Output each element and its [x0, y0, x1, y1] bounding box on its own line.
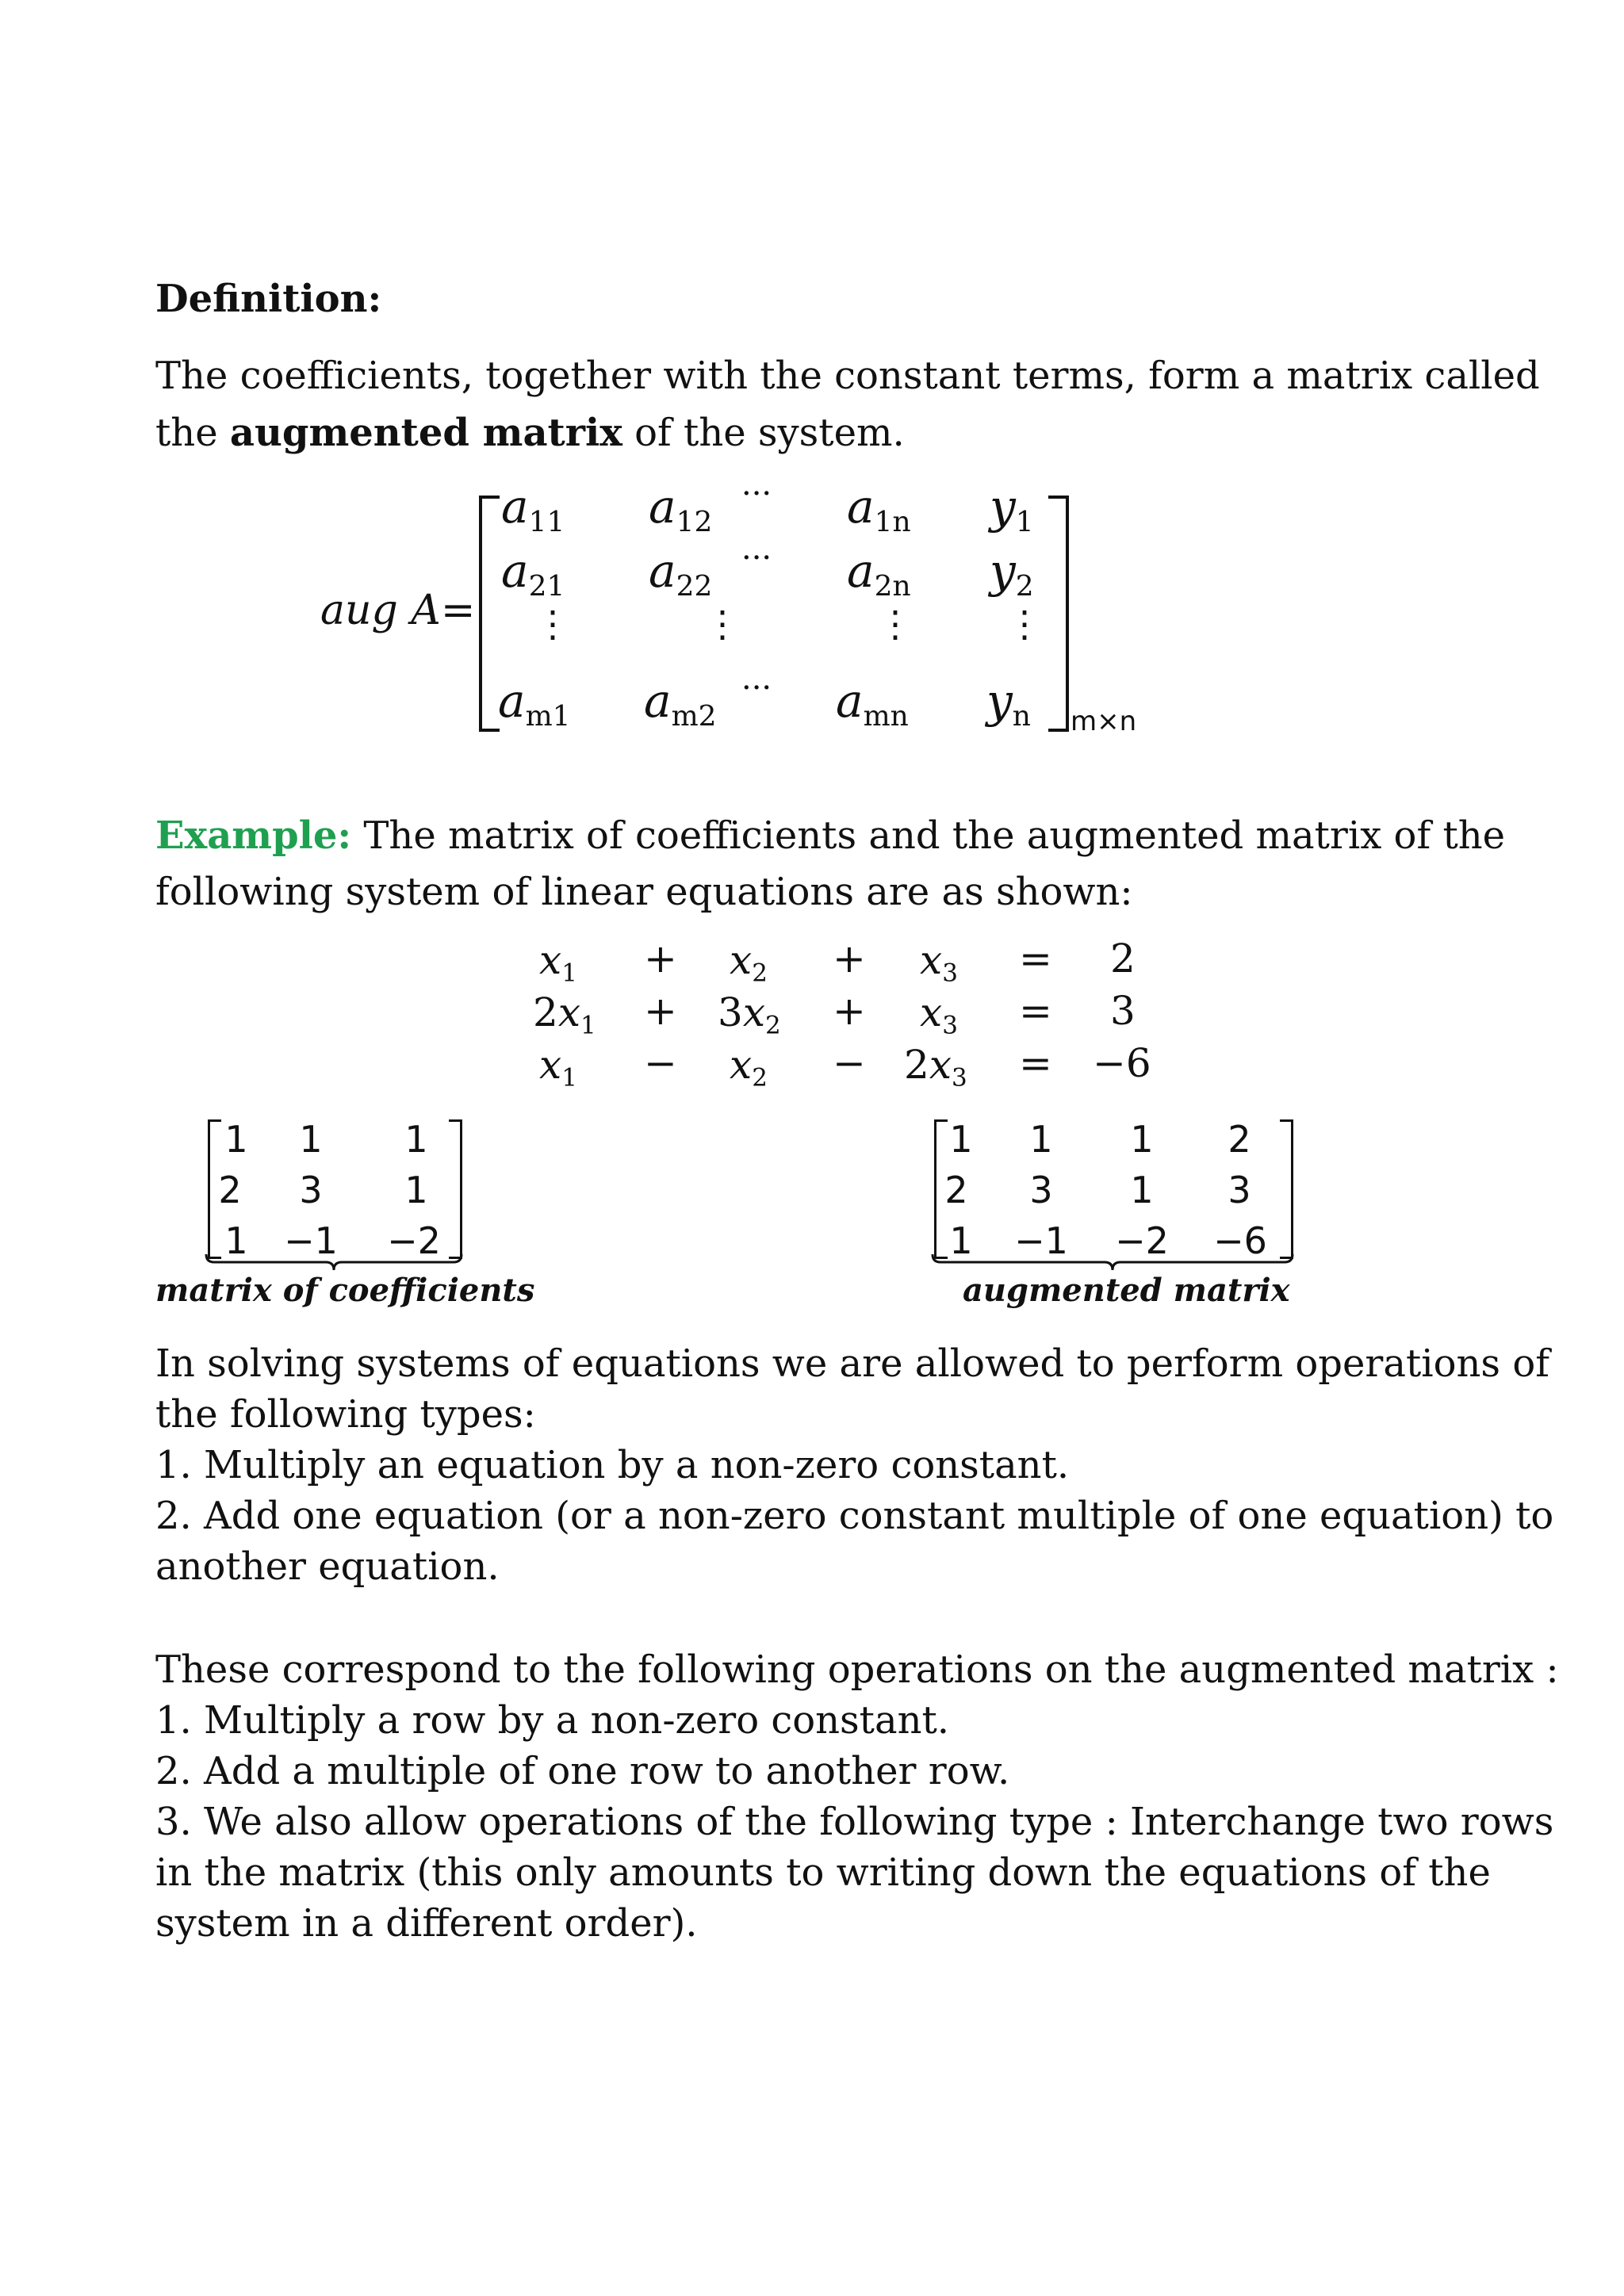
correspond-item-3b: in the matrix (this only amounts to writing down the equations of the — [155, 1850, 1491, 1895]
operations-item-2b: another equation. — [155, 1544, 500, 1589]
vdots-3: ⋮ — [877, 603, 914, 645]
aug-underbrace — [931, 1253, 1294, 1273]
aug-r2c1: 2 — [944, 1169, 968, 1211]
correspond-item-3a: 3. We also allow operations of the following type : Interchange two rows — [155, 1800, 1554, 1844]
aug-r1c1: 1 — [949, 1118, 973, 1161]
vdots-2: ⋮ — [704, 603, 741, 645]
eq1-rhs: 2 — [1110, 936, 1136, 982]
definition-line-1: The coefficients, together with the constant terms, form a matrix called — [155, 354, 1540, 398]
correspond-item-2: 2. Add a multiple of one row to another row. — [155, 1749, 1010, 1793]
entry-y2: $y_2$ — [990, 544, 1034, 603]
entry-a22: $a_{22}$ — [649, 544, 713, 603]
entry-am1: $a_{m1}$ — [498, 674, 571, 733]
aug-r1c2: 1 — [1029, 1118, 1053, 1161]
correspond-intro: These correspond to the following operations on the augmented matrix : — [155, 1647, 1559, 1692]
aug-r2c2: 3 — [1029, 1169, 1053, 1211]
vdots-4: ⋮ — [1006, 603, 1043, 645]
operations-item-2a: 2. Add one equation (or a non-zero constant multiple of one equation) to — [155, 1494, 1554, 1538]
aug-r1c3: 1 — [1130, 1118, 1154, 1161]
coef-r2c2: 3 — [299, 1169, 323, 1211]
example-line-1: Example: The matrix of coefficients and the augmented matrix of the — [155, 813, 1506, 858]
eq3-op1: − — [644, 1040, 677, 1086]
aug-r1c4: 2 — [1228, 1118, 1251, 1161]
eq1-op1: + — [644, 936, 677, 982]
eq2-op2: + — [833, 988, 866, 1034]
coef-r3c2: −1 — [284, 1219, 338, 1262]
coef-underbrace — [205, 1253, 463, 1273]
eq3-term3: $2x_3$ — [904, 1042, 967, 1093]
entry-amn: $a_{mn}$ — [836, 674, 909, 733]
matrix-left-bracket — [479, 496, 500, 732]
eq2-op1: + — [644, 988, 677, 1034]
definition-heading: Definition: — [155, 277, 382, 321]
coef-r2c1: 2 — [218, 1169, 242, 1211]
hdots-2: ··· — [741, 540, 772, 576]
eq2-equals: = — [1019, 988, 1052, 1034]
aug-r3c1: 1 — [949, 1219, 973, 1262]
example-line-2: following system of linear equations are as shown: — [155, 870, 1133, 914]
eq3-op2: − — [833, 1040, 866, 1086]
eq3-equals: = — [1019, 1040, 1052, 1086]
aug-caption: augmented matrix — [963, 1272, 1290, 1309]
definition-line-2: the augmented matrix of the system. — [155, 411, 905, 455]
entry-a2n: $a_{2n}$ — [847, 544, 911, 603]
eq1-term2: $x_2$ — [730, 937, 768, 988]
entry-am2: $a_{m2}$ — [644, 674, 717, 733]
eq2-term2: $3x_2$ — [718, 989, 781, 1040]
eq1-term1: $x_1$ — [539, 937, 577, 988]
eq2-term1: $2x_1$ — [533, 989, 596, 1040]
hdots-1: ··· — [741, 476, 772, 512]
eq3-rhs: −6 — [1093, 1040, 1151, 1086]
coef-r1c1: 1 — [224, 1118, 248, 1161]
eq1-equals: = — [1019, 936, 1052, 982]
aug-r3c2: −1 — [1014, 1219, 1068, 1262]
eq2-rhs: 3 — [1110, 988, 1136, 1034]
eq3-term1: $x_1$ — [539, 1042, 577, 1093]
coef-r2c3: 1 — [404, 1169, 428, 1211]
matrix-right-bracket — [1048, 496, 1069, 732]
vdots-1: ⋮ — [534, 603, 571, 645]
coef-caption: matrix of coefficients — [155, 1272, 535, 1309]
entry-yn: $y_n$ — [986, 674, 1031, 733]
eq1-term3: $x_3$ — [920, 937, 958, 988]
example-label: Example: — [155, 813, 352, 858]
eq1-op2: + — [833, 936, 866, 982]
augmented-matrix-term: augmented matrix — [229, 411, 622, 455]
eq2-term3: $x_3$ — [920, 989, 958, 1040]
aug-r2c3: 1 — [1130, 1169, 1154, 1211]
aug-r3c3: −2 — [1115, 1219, 1169, 1262]
coef-r3c1: 1 — [224, 1219, 248, 1262]
hdots-3: ··· — [741, 670, 772, 706]
aug-a-label: aug A= — [320, 587, 476, 634]
operations-item-1: 1. Multiply an equation by a non-zero constant. — [155, 1443, 1070, 1487]
coef-right-bracket — [449, 1119, 462, 1259]
correspond-item-3c: system in a different order). — [155, 1901, 698, 1946]
coef-r3c3: −2 — [387, 1219, 441, 1262]
operations-intro-1: In solving systems of equations we are allowed to perform operations of — [155, 1341, 1549, 1386]
eq3-term2: $x_2$ — [730, 1042, 768, 1093]
entry-y1: $y_1$ — [990, 480, 1034, 538]
matrix-size-label: m×n — [1071, 706, 1137, 737]
aug-r2c4: 3 — [1228, 1169, 1251, 1211]
aug-r3c4: −6 — [1213, 1219, 1267, 1262]
entry-a1n: $a_{1n}$ — [847, 480, 911, 538]
correspond-item-1: 1. Multiply a row by a non-zero constant. — [155, 1698, 950, 1743]
entry-a21: $a_{21}$ — [501, 544, 565, 603]
entry-a12: $a_{12}$ — [649, 480, 713, 538]
coef-r1c3: 1 — [404, 1118, 428, 1161]
aug-right-bracket — [1280, 1119, 1293, 1259]
entry-a11: $a_{11}$ — [501, 480, 565, 538]
operations-intro-2: the following types: — [155, 1392, 536, 1437]
coef-r1c2: 1 — [299, 1118, 323, 1161]
